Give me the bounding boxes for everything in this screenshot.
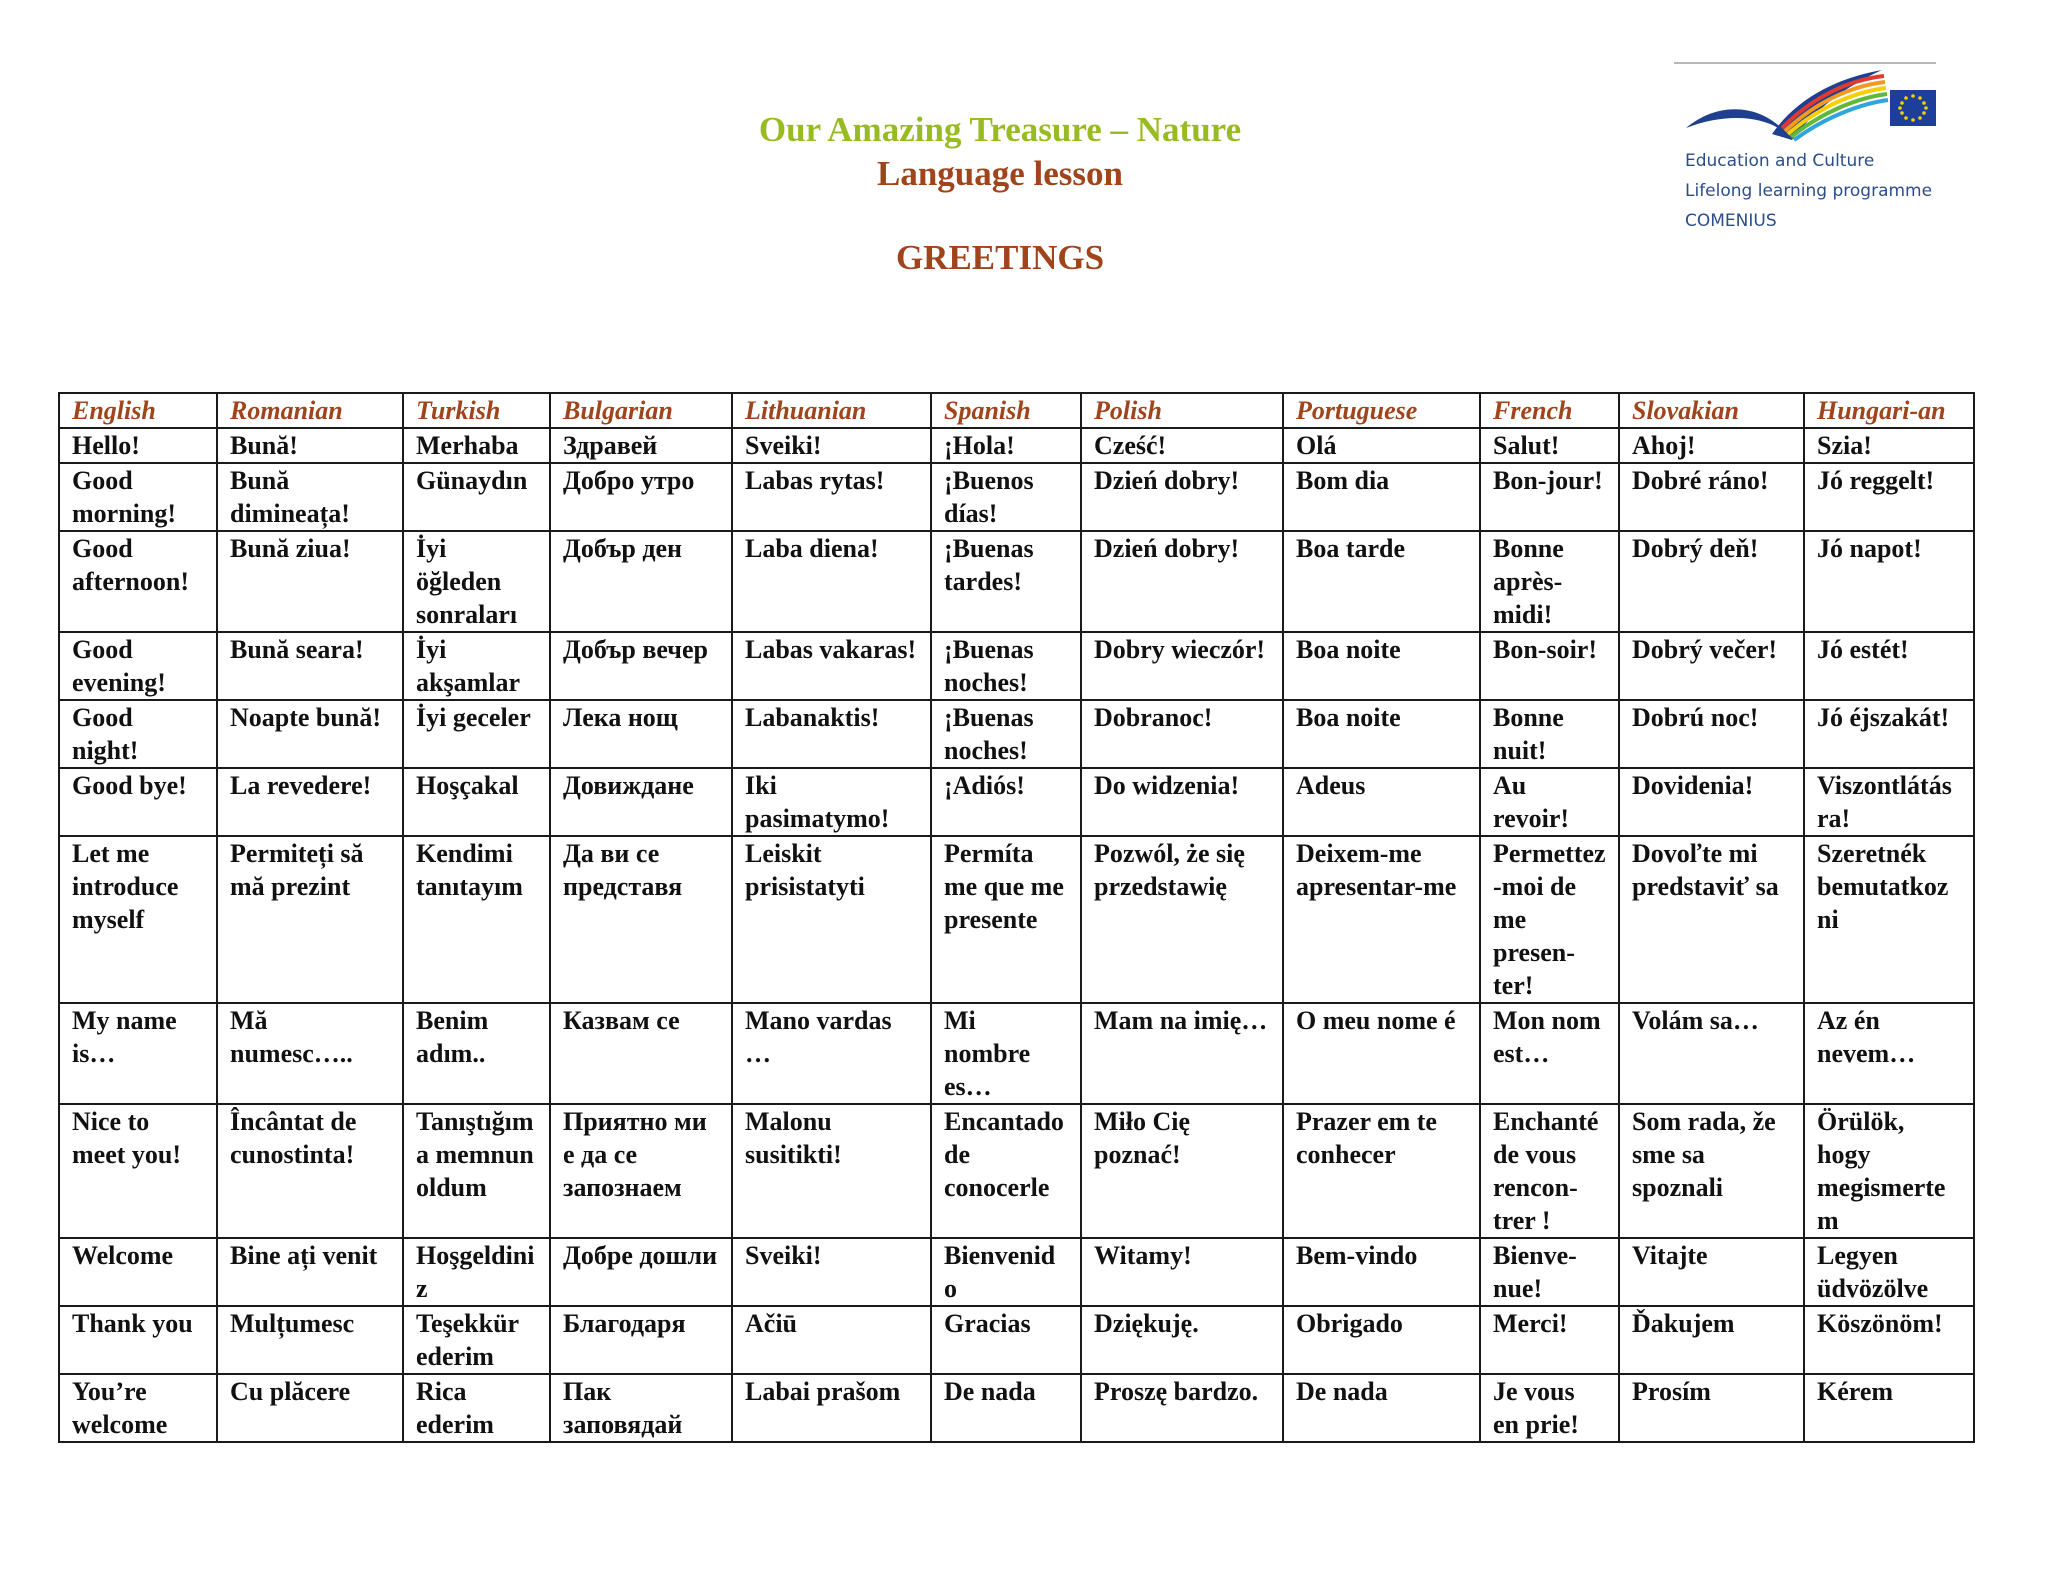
table-cell: Да ви се представя	[550, 836, 732, 1003]
table-cell: Mano vardas …	[732, 1003, 931, 1104]
table-cell: Good morning!	[59, 463, 217, 531]
table-cell: Obrigado	[1283, 1306, 1480, 1374]
table-cell: ¡Buenas noches!	[931, 700, 1081, 768]
table-cell: Boa noite	[1283, 632, 1480, 700]
table-cell: My name is…	[59, 1003, 217, 1104]
table-cell: Dobrý deň!	[1619, 531, 1804, 632]
table-cell: De nada	[931, 1374, 1081, 1442]
table-cell: Deixem-me apresentar-me	[1283, 836, 1480, 1003]
table-cell: Hello!	[59, 428, 217, 463]
table-header-row	[59, 393, 1974, 428]
table-cell: Пак заповядай	[550, 1374, 732, 1442]
table-row	[59, 531, 1974, 632]
table-row	[59, 1104, 1974, 1238]
eu-programme-logo	[1672, 58, 1942, 243]
table-cell: De nada	[1283, 1374, 1480, 1442]
table-cell: Szia!	[1804, 428, 1974, 463]
table-cell: Je vous en prie!	[1480, 1374, 1619, 1442]
table-cell: Bienvenido	[931, 1238, 1081, 1306]
table-cell: Volám sa…	[1619, 1003, 1804, 1104]
table-cell: Good evening!	[59, 632, 217, 700]
table-cell: Good afternoon!	[59, 531, 217, 632]
table-row	[59, 1238, 1974, 1306]
logo-line-1: Education and Culture	[1685, 151, 1875, 171]
table-cell: Mon nom est…	[1480, 1003, 1619, 1104]
table-cell: İyi öğleden sonraları	[403, 531, 550, 632]
table-cell: Добро утро	[550, 463, 732, 531]
table-cell: Ačiū	[732, 1306, 931, 1374]
table-cell: Hoşgeldiniz	[403, 1238, 550, 1306]
document-title: Our Amazing Treasure – Nature	[758, 110, 1242, 149]
table-cell: Dobré ráno!	[1619, 463, 1804, 531]
logo-line-2: Lifelong learning programme	[1685, 181, 1933, 201]
table-cell: Jó éjszakát!	[1804, 700, 1974, 768]
table-cell: Labanaktis!	[732, 700, 931, 768]
table-cell: Bună ziua!	[217, 531, 403, 632]
table-cell: Dovoľte mi predstaviť sa	[1619, 836, 1804, 1003]
table-cell: Благодаря	[550, 1306, 732, 1374]
table-cell: Proszę bardzo.	[1081, 1374, 1283, 1442]
table-cell: Bon-jour!	[1480, 463, 1619, 531]
table-cell: Permíta me que me presente	[931, 836, 1081, 1003]
table-cell: Nice to meet you!	[59, 1104, 217, 1238]
table-cell: Bem-vindo	[1283, 1238, 1480, 1306]
table-cell: Au revoir!	[1480, 768, 1619, 836]
table-cell: Adeus	[1283, 768, 1480, 836]
table-cell: Jó napot!	[1804, 531, 1974, 632]
greetings-table	[58, 392, 1975, 1443]
table-cell: Dzień dobry!	[1081, 531, 1283, 632]
table-cell: Dobrý večer!	[1619, 632, 1804, 700]
table-cell: Enchanté de vous rencon-trer !	[1480, 1104, 1619, 1238]
table-cell: Permiteți să mă prezint	[217, 836, 403, 1003]
table-cell: Legyen üdvözölve	[1804, 1238, 1974, 1306]
table-cell: Bonne après-midi!	[1480, 531, 1619, 632]
table-row	[59, 700, 1974, 768]
table-cell: Som rada, že sme sa spoznali	[1619, 1104, 1804, 1238]
table-cell: Vitajte	[1619, 1238, 1804, 1306]
table-cell: La revedere!	[217, 768, 403, 836]
column-header: French	[1480, 393, 1619, 428]
table-cell: Labai prašom	[732, 1374, 931, 1442]
table-cell: Malonu susitikti!	[732, 1104, 931, 1238]
table-cell: Tanıştığıma memnun oldum	[403, 1104, 550, 1238]
table-cell: Bună seara!	[217, 632, 403, 700]
table-cell: Cześć!	[1081, 428, 1283, 463]
section-heading: GREETINGS	[895, 238, 1105, 277]
table-cell: Bună dimineața!	[217, 463, 403, 531]
table-cell: Noapte bună!	[217, 700, 403, 768]
table-cell: Приятно ми е да се запознаем	[550, 1104, 732, 1238]
table-cell: Cu plăcere	[217, 1374, 403, 1442]
table-cell: Довиждане	[550, 768, 732, 836]
table-cell: Kendimi tanıtayım	[403, 836, 550, 1003]
table-cell: Bienve-nue!	[1480, 1238, 1619, 1306]
table-cell: Let me introduce myself	[59, 836, 217, 1003]
table-cell: Prosím	[1619, 1374, 1804, 1442]
table-cell: ¡Buenas tardes!	[931, 531, 1081, 632]
column-header: Bulgarian	[550, 393, 732, 428]
table-cell: Jó estét!	[1804, 632, 1974, 700]
column-header: English	[59, 393, 217, 428]
table-cell: Miło Cię poznać!	[1081, 1104, 1283, 1238]
column-header: Lithuanian	[732, 393, 931, 428]
table-cell: Do widzenia!	[1081, 768, 1283, 836]
table-cell: ¡Adiós!	[931, 768, 1081, 836]
table-cell: Dobrú noc!	[1619, 700, 1804, 768]
table-row	[59, 463, 1974, 531]
table-cell: Merhaba	[403, 428, 550, 463]
table-cell: Boa noite	[1283, 700, 1480, 768]
table-cell: Iki pasimatymo!	[732, 768, 931, 836]
table-row	[59, 836, 1974, 1003]
table-cell: Mam na imię…	[1081, 1003, 1283, 1104]
table-cell: Witamy!	[1081, 1238, 1283, 1306]
table-cell: Prazer em te conhecer	[1283, 1104, 1480, 1238]
column-header: Hungari-an	[1804, 393, 1974, 428]
table-cell: Bine ați venit	[217, 1238, 403, 1306]
table-cell: Good night!	[59, 700, 217, 768]
table-cell: Dobry wieczór!	[1081, 632, 1283, 700]
table-cell: Sveiki!	[732, 428, 931, 463]
table-cell: Viszontlátásra!	[1804, 768, 1974, 836]
table-body	[59, 428, 1974, 1442]
table-cell: Leiskit prisistatyti	[732, 836, 931, 1003]
column-header: Slovakian	[1619, 393, 1804, 428]
table-cell: Bon-soir!	[1480, 632, 1619, 700]
column-header: Turkish	[403, 393, 550, 428]
table-cell: Welcome	[59, 1238, 217, 1306]
table-cell: Merci!	[1480, 1306, 1619, 1374]
table-cell: Bună!	[217, 428, 403, 463]
logo-line-3: COMENIUS	[1685, 211, 1777, 231]
table-cell: Kérem	[1804, 1374, 1974, 1442]
table-cell: Mi nombre es…	[931, 1003, 1081, 1104]
table-cell: Köszönöm!	[1804, 1306, 1974, 1374]
table-row	[59, 632, 1974, 700]
table-cell: Bom dia	[1283, 463, 1480, 531]
column-header: Romanian	[217, 393, 403, 428]
table-cell: Hoşçakal	[403, 768, 550, 836]
table-cell: Dovidenia!	[1619, 768, 1804, 836]
table-cell: Labas rytas!	[732, 463, 931, 531]
table-cell: You’re welcome	[59, 1374, 217, 1442]
table-cell: Encantado de conocerle	[931, 1104, 1081, 1238]
table-cell: Boa tarde	[1283, 531, 1480, 632]
table-cell: Gracias	[931, 1306, 1081, 1374]
table-cell: Добре дошли	[550, 1238, 732, 1306]
table-cell: Добър ден	[550, 531, 732, 632]
table-cell: Benim adım..	[403, 1003, 550, 1104]
table-cell: Ahoj!	[1619, 428, 1804, 463]
table-cell: Pozwól, że się przedstawię	[1081, 836, 1283, 1003]
table-cell: Teşekkür ederim	[403, 1306, 550, 1374]
column-header: Polish	[1081, 393, 1283, 428]
table-cell: Good bye!	[59, 768, 217, 836]
table-cell: Sveiki!	[732, 1238, 931, 1306]
table-cell: O meu nome é	[1283, 1003, 1480, 1104]
table-cell: Szeretnék bemutatkozni	[1804, 836, 1974, 1003]
table-cell: Jó reggelt!	[1804, 463, 1974, 531]
table-cell: Ďakujem	[1619, 1306, 1804, 1374]
table-row	[59, 1003, 1974, 1104]
table-cell: ¡Buenos días!	[931, 463, 1081, 531]
table-row	[59, 768, 1974, 836]
document-subtitle: Language lesson	[876, 154, 1124, 193]
table-cell: Thank you	[59, 1306, 217, 1374]
table-cell: Здравей	[550, 428, 732, 463]
table-cell: Mă numesc…..	[217, 1003, 403, 1104]
column-header: Portuguese	[1283, 393, 1480, 428]
table-cell: Rica ederim	[403, 1374, 550, 1442]
column-header: Spanish	[931, 393, 1081, 428]
table-row	[59, 428, 1974, 463]
table-cell: Добър вечер	[550, 632, 732, 700]
title-block	[420, 108, 1580, 280]
table-cell: Mulțumesc	[217, 1306, 403, 1374]
table-cell: Laba diena!	[732, 531, 931, 632]
table-cell: ¡Hola!	[931, 428, 1081, 463]
table-cell: Örülök, hogy megismertem	[1804, 1104, 1974, 1238]
table-cell: Labas vakaras!	[732, 632, 931, 700]
table-row	[59, 1374, 1974, 1442]
table-cell: Bonne nuit!	[1480, 700, 1619, 768]
table-cell: Olá	[1283, 428, 1480, 463]
table-row	[59, 1306, 1974, 1374]
table-cell: Лека нощ	[550, 700, 732, 768]
table-cell: Dziękuję.	[1081, 1306, 1283, 1374]
table-cell: Dobranoc!	[1081, 700, 1283, 768]
table-cell: Permettez-moi de me presen-ter!	[1480, 836, 1619, 1003]
table-cell: Казвам се	[550, 1003, 732, 1104]
table-cell: Încântat de cunostinta!	[217, 1104, 403, 1238]
table-cell: Dzień dobry!	[1081, 463, 1283, 531]
table-cell: Salut!	[1480, 428, 1619, 463]
table-cell: Günaydın	[403, 463, 550, 531]
table-cell: ¡Buenas noches!	[931, 632, 1081, 700]
table-cell: İyi geceler	[403, 700, 550, 768]
table-cell: İyi akşamlar	[403, 632, 550, 700]
table-cell: Az én nevem…	[1804, 1003, 1974, 1104]
